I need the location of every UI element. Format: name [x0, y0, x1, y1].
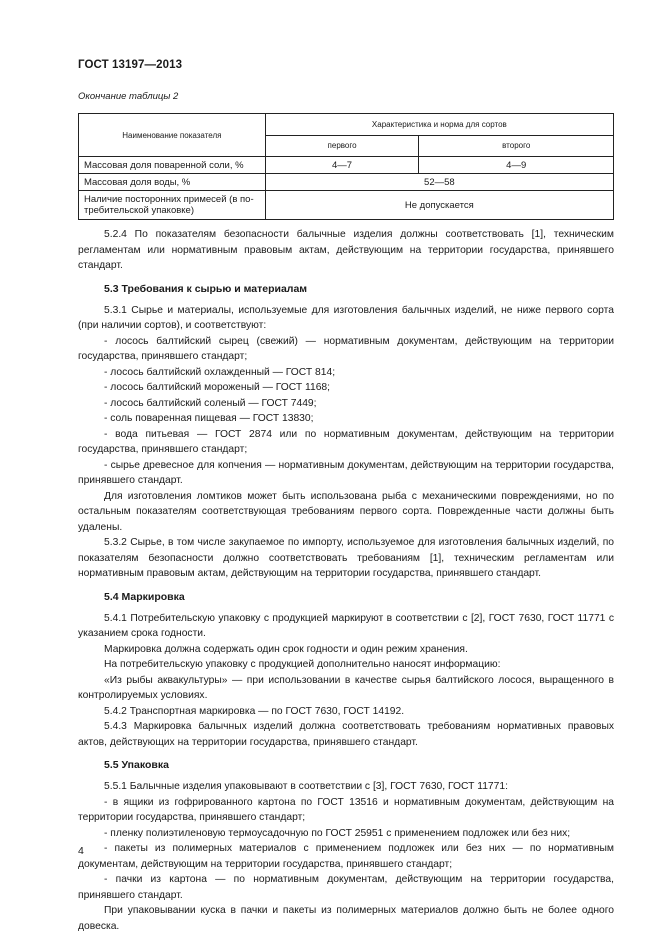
paragraph-5-3-2: 5.3.2 Сырье, в том числе закупаемое по импорту, используемое для изготовления балычных изделий, по показателям безопасности должно соответствовать требованиям [1], техническим регламентам или нормативным правовым актам, действующим на территории государства, принявшего стандарт.	[78, 537, 614, 579]
list-item: - сырье древесное для копчения — нормативным документам, действующим на территории государства, принявшего стандарт.	[78, 459, 614, 486]
list-item: - вода питьевая — ГОСТ 2874 или по нормативным документам, действующим на территории государства, принявшего стандарт;	[78, 428, 614, 455]
col-header-grades: Характеристика и норма для сортов	[265, 114, 613, 136]
paragraph-5-4-1: 5.4.1 Потребительскую упаковку с продукцией маркируют в соответствии с [2], ГОСТ 7630, ГОСТ 11771 с указанием срока годности.	[78, 612, 614, 639]
section-heading-5-3: 5.3 Требования к сырью и материалам	[104, 282, 308, 295]
list-item: - лосось балтийский мороженый — ГОСТ 1168;	[104, 382, 331, 393]
list-item: - лосось балтийский охлажденный — ГОСТ 814;	[104, 366, 336, 378]
list-item: - пачки из картона — по нормативным документам, действующим на территории государства, принявшего стандарт.	[78, 874, 614, 901]
list-item: - лосось балтийский соленый — ГОСТ 7449;	[104, 397, 317, 409]
col-header-second: второго	[419, 135, 614, 157]
paragraph-5-4-3: 5.4.3 Маркировка балычных изделий должна соответствовать требованиям нормативных правовых актов, действующих на территории государства, принявшего стандарт.	[78, 721, 614, 748]
paragraph-5-3-1-note: Для изготовления ломтиков может быть использована рыба с механическими повреждениями, но по остальным показателям соответствующая требованиям первого сорта. Поврежденные части должны быть удалены.	[78, 490, 614, 533]
row-name: Массовая доля воды, %	[79, 174, 266, 191]
list-item: - лосось балтийский сырец (свежий) — нормативным документам, действующим на территории государства, принявшего стандарт;	[78, 335, 614, 362]
paragraph-5-4-1-b: Маркировка должна содержать один срок годности и один режим хранения.	[104, 643, 468, 655]
quality-table	[78, 113, 614, 220]
row-value-merged: Не допускается	[265, 191, 613, 220]
row-value-merged: 52—58	[265, 174, 613, 191]
list-item: - пленку полиэтиленовую термоусадочную по ГОСТ 25951 с применением подложек или без них;	[104, 827, 571, 839]
table-row	[79, 174, 614, 191]
row-name: Массовая доля поваренной соли, %	[79, 157, 266, 174]
table-row	[79, 191, 614, 220]
col-header-indicator: Наименование показателя	[79, 114, 266, 157]
list-item: - пакеты из полимерных материалов с применением подложек или без них — по нормативным документам, действующим на территории государства, принявшего стандарт;	[78, 843, 614, 870]
page-number: 4	[78, 845, 84, 857]
table-caption: Окончание таблицы 2	[78, 91, 179, 102]
section-heading-5-5: 5.5 Упаковка	[104, 759, 169, 771]
paragraph-5-4-1-d: «Из рыбы аквакультуры» — при использовании в качестве сырья балтийского лосося, выращенного в контролируемых условиях.	[78, 674, 614, 701]
paragraph-5-2-4: 5.2.4 По показателям безопасности балычные изделия должны соответствовать [1], техническим регламентам или нормативным правовым актам, действующим на территории государства, принявшего стандарт.	[78, 229, 614, 271]
table-row	[79, 157, 614, 174]
col-header-first: первого	[265, 135, 419, 157]
row-name: Наличие посторонних примесей (в по- требительской упаковке)	[79, 191, 266, 220]
paragraph-5-4-1-c: На потребительскую упаковку с продукцией дополнительно наносят информацию:	[104, 659, 501, 670]
section-heading-5-4: 5.4 Маркировка	[104, 590, 185, 603]
document-body	[78, 227, 614, 934]
paragraph-5-5-1-note: При упаковывании куска в пачки и пакеты из полимерных материалов должно быть не более одного довеска.	[78, 905, 614, 932]
table-header-row	[79, 114, 614, 136]
paragraph-5-5-1: 5.5.1 Балычные изделия упаковывают в соответствии с [3], ГОСТ 7630, ГОСТ 11771:	[104, 781, 508, 792]
row-value-first: 4—7	[265, 157, 419, 174]
list-item: - в ящики из гофрированного картона по ГОСТ 13516 и нормативным документам, действующим на территории государства, принявшего стандарт;	[78, 796, 614, 823]
row-value-second: 4—9	[419, 157, 614, 174]
list-item: - соль поваренная пищевая — ГОСТ 13830;	[104, 413, 314, 424]
paragraph-5-4-2: 5.4.2 Транспортная маркировка — по ГОСТ 7630, ГОСТ 14192.	[104, 705, 405, 717]
paragraph-5-3-1: 5.3.1 Сырье и материалы, используемые для изготовления балычных изделий, не ниже первого сорта (при наличии сортов), и соответствуют:	[78, 304, 614, 331]
document-code-header: ГОСТ 13197—2013	[78, 59, 183, 71]
